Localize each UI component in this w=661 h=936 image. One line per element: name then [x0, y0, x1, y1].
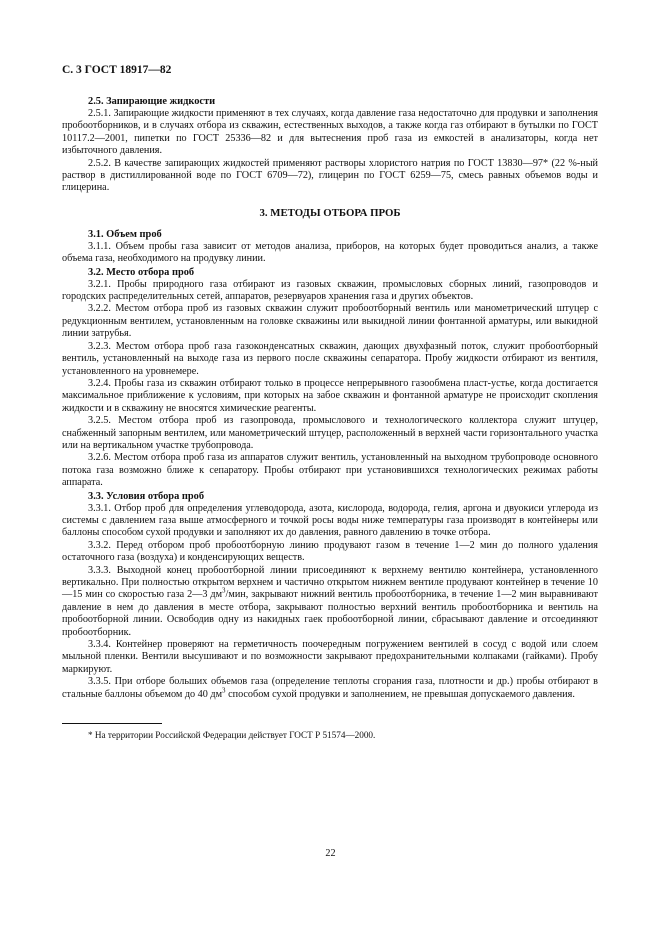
- paragraph-3-3-5-part-b: способом сухой продувки и заполнением, не превышая допускаемого давления.: [225, 688, 575, 700]
- document-page: [62, 64, 598, 740]
- paragraph-3-2-3: 3.2.3. Местом отбора проб газа газоконденсатных скважин, дающих двухфазный поток, служит пробоотборный вентиль, установленный на выходе газа из первого после скважины сепаратора. Пробу жидкости отбирают из вентиля, установленного на уровнемере.: [62, 340, 598, 377]
- paragraph-3-1-1: 3.1.1. Объем пробы газа зависит от методов анализа, приборов, на которых будет проводиться анализ, а также объема газа, необходимого на продувку линии.: [62, 240, 598, 265]
- footnote: * На территории Российской Федерации действует ГОСТ Р 51574—2000.: [88, 730, 376, 741]
- paragraph-3-3-5-part-a: 3.3.5. При отборе больших объемов газа (определение теплоты сгорания газа, плотности и др.) пробы отбирают в стальные баллоны объемом до 40 дм: [62, 676, 598, 700]
- paragraph-2-5-1: 2.5.1. Запирающие жидкости применяют в тех случаях, когда давление газа недостаточно для продувки и заполнения пробоотборников, и в случаях отбора из скважин, естественных выходов, а также когда газ отбирают в бутылки по ГОСТ 10117.2—2001, пипетки по ГОСТ 25336—82 и для вытеснения проб газа из емкостей в анализаторы, когда нет избыточного давления.: [62, 108, 598, 157]
- paragraph-3-3-4: 3.3.4. Контейнер проверяют на герметичность поочередным погружением вентилей в сосуд с водой или слоем мыльной пленки. Вентили высушивают и по возможности закрывают предохранительными колпаками (гайками). Пробу маркируют.: [62, 639, 598, 675]
- subsection-title-3-2: 3.2. Место отбора проб: [88, 266, 195, 278]
- paragraph-3-3-5: [62, 676, 598, 701]
- paragraph-3-3-3-part-b: /мин, закрывают нижний вентиль пробоотборника, в течение 1—2 мин выравнивают давление в нем до давления в месте отбора, закрывают полностью верхний вентиль пробоотборника и вентиль на пробоотборной линии. Освободив одну из накидных гаек пробоотборной линии, сбрасывают давление и отсоединяют пробоотборник.: [62, 589, 598, 638]
- subsection-title-3-3: 3.3. Условия отбора проб: [88, 490, 205, 502]
- paragraph-3-3-1: 3.3.1. Отбор проб для определения углеводорода, азота, кислорода, водорода, гелия, аргона и двуокиси углерода из системы с давлением газа выше атмосферного и точкой росы воды ниже температуры газа производят в контейнеры или баллоны способом сухой продувки и заполняют их до давления, равного давлению в точке отбора.: [62, 502, 598, 539]
- paragraph-3-2-1: 3.2.1. Пробы природного газа отбирают из газовых скважин, промысловых сборных линий, газопроводов и городских распределительных сетей, аппаратов, резервуаров хранения газа и других объектов.: [62, 278, 598, 303]
- section-title-3: 3. МЕТОДЫ ОТБОРА ПРОБ: [259, 206, 401, 219]
- page-number: 22: [325, 848, 336, 859]
- superscript-3: 3: [222, 587, 226, 596]
- superscript-3: 3: [222, 686, 226, 695]
- paragraph-3-2-2: 3.2.2. Местом отбора проб из газовых скважин служит пробоотборный вентиль или манометрический штуцер с редукционным вентилем, установленным на головке скважины или выкидной линии фонтанной арматуры, или выкидной линии затрубья.: [62, 303, 598, 340]
- subsection-title-2-5: 2.5. Запирающие жидкости: [88, 96, 216, 107]
- footnote-divider: [62, 723, 162, 724]
- paragraph-2-5-2: 2.5.2. В качестве запирающих жидкостей применяют растворы хлористого натрия по ГОСТ 13830—97* (22 %-ный раствор в дистиллированной воде по ГОСТ 6709—72), глицерин по ГОСТ 6259—75, смесь равных объемов воды и глицерина.: [62, 157, 598, 194]
- paragraph-3-3-3: [62, 565, 598, 639]
- paragraph-3-2-6: 3.2.6. Местом отбора проб газа из аппаратов служит вентиль, установленный на выходном трубопроводе основного потока газа возможно ближе к сепаратору. Пробы отбирают при установившихся технологических режимах работы аппарата.: [62, 452, 598, 489]
- paragraph-3-3-2: 3.3.2. Перед отбором проб пробоотборную линию продувают газом в течение 1—2 мин до полного удаления остаточного газа (воздуха) и конденсирующих веществ.: [62, 539, 598, 564]
- paragraph-3-3-3-part-a: 3.3.3. Выходной конец пробоотборной линии присоединяют к верхнему вентилю контейнера, установленного вертикально. При полностью открытом верхнем и частично открытом нижнем вентиле продувают контейнер в течение 10—15 мин со скоростью газа 2—3 дм: [62, 564, 598, 601]
- paragraph-3-2-4: 3.2.4. Пробы газа из скважин отбирают только в процессе непрерывного газообмена пласт-устье, когда достигается максимальное приближение к условиям, при которых на забое скважин и фонтанной арматуре не происходит скопления жидкости и в скважину не вносятся химические реагенты.: [62, 377, 598, 414]
- subsection-title-3-1: 3.1. Объем проб: [88, 228, 162, 240]
- running-header: С. 3 ГОСТ 18917—82: [62, 64, 172, 76]
- paragraph-3-2-5: 3.2.5. Местом отбора проб из газопровода, промыслового и технологического коллектора служит штуцер, снабженный запорным вентилем, или манометрический штуцер, расположенный в верхней части горизонтального участка или на вертикальном участке трубопровода.: [62, 415, 598, 451]
